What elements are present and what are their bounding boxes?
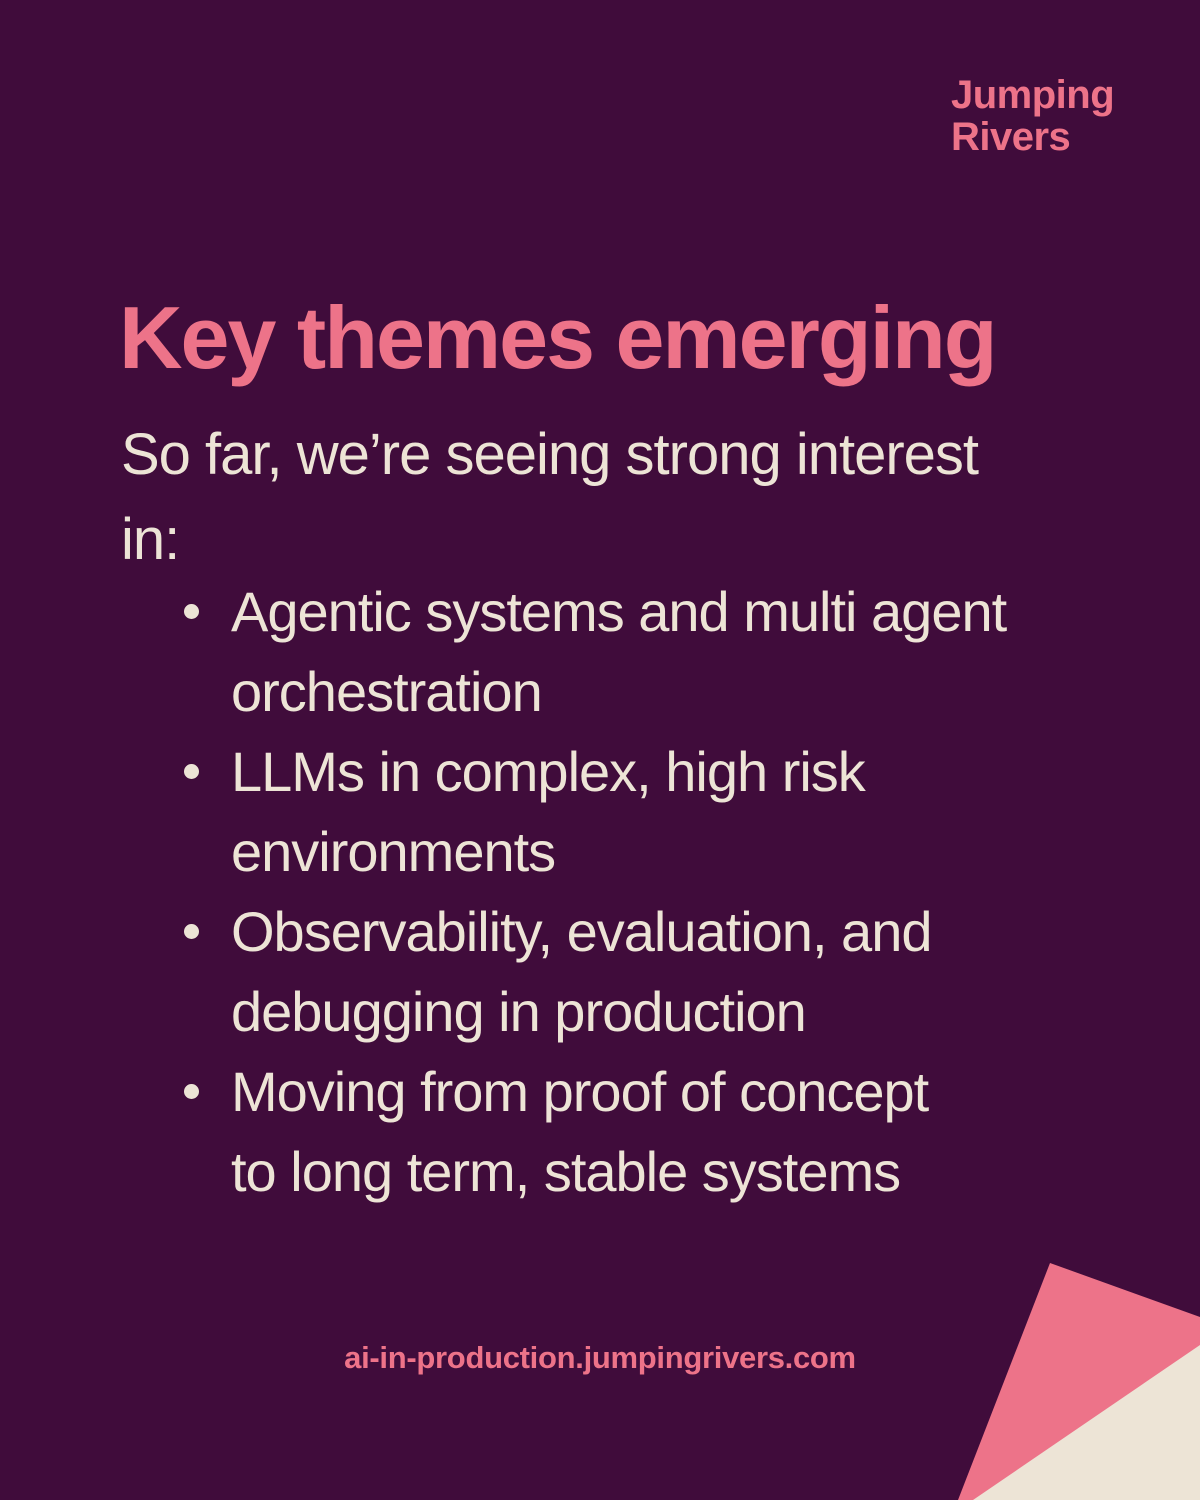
- list-item: [184, 892, 1006, 1052]
- bullet-dot: [184, 764, 199, 779]
- bullet-dot: [184, 924, 199, 939]
- intro-line1: So far, we’re seeing strong interest: [121, 422, 979, 487]
- list-item-line: debugging in production: [231, 980, 806, 1043]
- list-item-line: environments: [231, 820, 556, 883]
- intro-text: [121, 412, 978, 582]
- bullet-dot: [184, 604, 199, 619]
- list-item-line: Agentic systems and multi agent: [231, 580, 1007, 643]
- brand-logo-line1: Jumping: [951, 73, 1115, 117]
- list-item-line: Moving from proof of concept: [231, 1060, 929, 1123]
- list-item-line: Observability, evaluation, and: [231, 900, 932, 963]
- list-item: [184, 1052, 1006, 1212]
- page-title: Key themes emerging: [119, 288, 996, 387]
- brand-logo-line2: Rivers: [951, 115, 1071, 159]
- bullet-dot: [184, 1084, 199, 1099]
- brand-logo: [951, 74, 1114, 158]
- intro-line2: in:: [121, 507, 180, 572]
- list-item-text: [231, 1052, 928, 1212]
- list-item-text: [231, 572, 1006, 732]
- list-item-line: orchestration: [231, 660, 542, 723]
- list-item-line: LLMs in complex, high risk: [231, 740, 865, 803]
- website-url: ai-in-production.jumpingrivers.com: [344, 1340, 856, 1375]
- list-item-line: to long term, stable systems: [231, 1140, 901, 1203]
- list-item: [184, 572, 1006, 732]
- themes-list: [184, 572, 1006, 1212]
- list-item-text: [231, 892, 932, 1052]
- list-item-text: [231, 732, 865, 892]
- corner-decoration: [950, 1258, 1200, 1500]
- list-item: [184, 732, 1006, 892]
